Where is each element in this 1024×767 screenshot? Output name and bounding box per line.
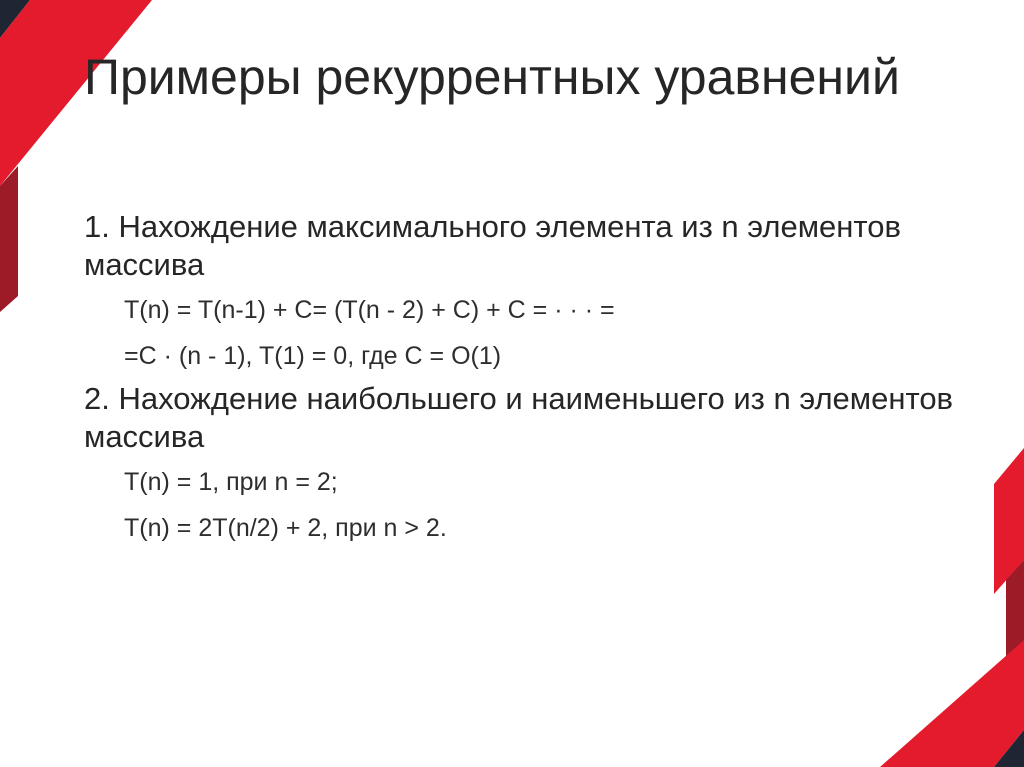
formula-line: T(n) = T(n-1) + C= (T(n - 2) + C) + C = · · · = [124,296,615,324]
bottom-right-red-band [880,640,1024,767]
item-text: 2. Нахождение наибольшего и наименьшего из n элементов массива [84,381,954,454]
list-item [84,208,964,370]
formula-line: T(n) = 1, при n = 2; [124,468,338,496]
item-text: 1. Нахождение максимального элемента из n элементов массива [84,209,901,282]
list-item [84,380,964,542]
slide-body [84,208,964,552]
left-dark-red-strip [0,166,18,312]
formula-line: =C · (n - 1), T(1) = 0, где C = O(1) [124,342,502,370]
formula-list [84,468,964,542]
formula-line: T(n) = 2T(n/2) + 2, при n > 2. [124,514,447,542]
slide-title: Примеры рекуррентных уравнений [84,49,900,105]
formula-list [84,296,964,370]
